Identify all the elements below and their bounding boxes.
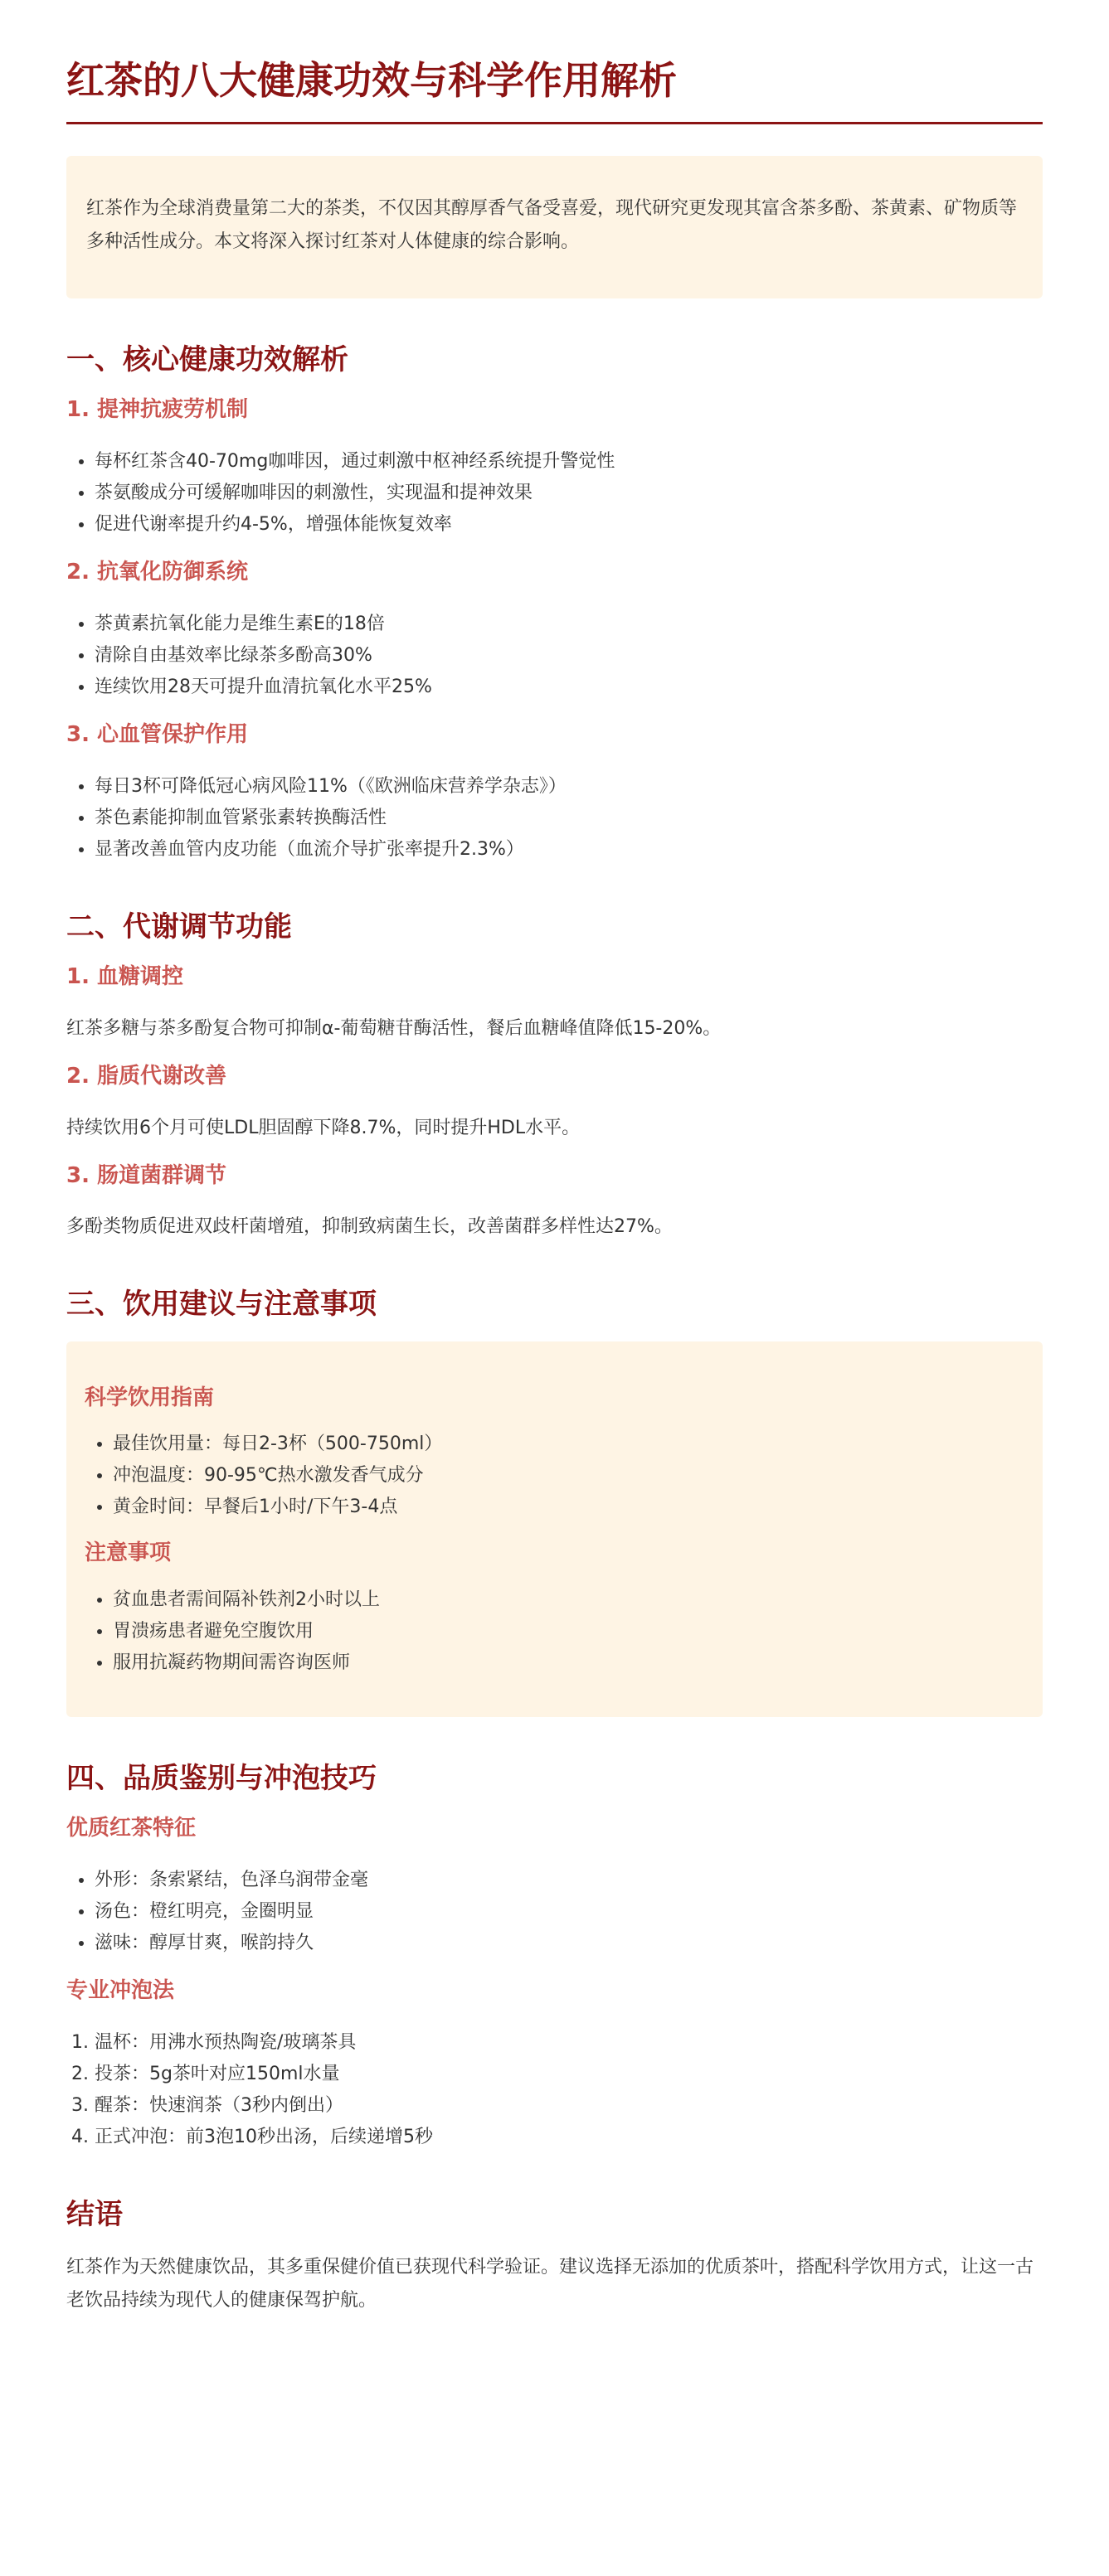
subsection-title: 1. 血糖调控: [66, 963, 184, 989]
section-heading: 二、代谢调节功能: [66, 910, 292, 944]
conclusion-text: 红茶作为天然健康饮品，其多重保健价值已获现代科学验证。建议选择无添加的优质茶叶，搭配科学饮用方式，让这一古老饮品持续为现代人的健康保驾护航。: [66, 2257, 1034, 2312]
paragraph: 红茶多糖与茶多酚复合物可抑制α-葡萄糖苷酶活性，餐后血糖峰值降低15-20%。: [66, 1017, 722, 1039]
bullet-list: [85, 1429, 1024, 1523]
section-heading: 四、品质鉴别与冲泡技巧: [66, 1762, 377, 1796]
list-item: • 冲泡温度：90-95℃热水激发香气成分: [113, 1460, 1024, 1492]
section-conclusion: [66, 2196, 1043, 2317]
list-item: • 茶黄素抗氧化能力是维生素E的18倍: [95, 609, 1043, 640]
section-quality-brewing: [66, 1760, 1043, 2153]
list-item: • 连续饮用28天可提升血清抗氧化水平25%: [95, 672, 1043, 703]
subsection-title: 优质红茶特征: [66, 1816, 197, 1841]
paragraph: 持续饮用6个月可使LDL胆固醇下降8.7%，同时提升HDL水平。: [66, 1117, 581, 1138]
list-item: • 汤色：橙红明亮，金圈明显: [95, 1896, 1043, 1928]
bullet-list: [66, 1865, 1043, 1959]
paragraph: 多酚类物质促进双歧杆菌增殖，抑制致病菌生长，改善菌群多样性达27%。: [66, 1216, 673, 1238]
subsection-title: 1. 提神抗疲劳机制: [66, 397, 249, 423]
list-item: 4. 正式冲泡：前3泡10秒出汤，后续递增5秒: [95, 2122, 1043, 2153]
subsection-title: 2. 脂质代谢改善: [66, 1063, 227, 1089]
intro-text: 红茶作为全球消费量第二大的茶类，不仅因其醇厚香气备受喜爱，现代研究更发现其富含茶多酚、茶黄素、矿物质等多种活性成分。本文将深入探讨红茶对人体健康的综合影响。: [86, 198, 1018, 253]
bullet-list: [66, 609, 1043, 703]
list-item: • 黄金时间：早餐后1小时/下午3-4点: [113, 1492, 1024, 1523]
section-metabolism: [66, 909, 1043, 1244]
list-item: • 贫血患者需间隔补铁剂2小时以上: [113, 1584, 1024, 1616]
section-heading: 三、饮用建议与注意事项: [66, 1288, 377, 1322]
bullet-list: [66, 771, 1043, 866]
list-item: • 茶氨酸成分可缓解咖啡因的刺激性，实现温和提神效果: [95, 478, 1043, 509]
list-item: • 显著改善血管内皮功能（血流介导扩张率提升2.3%）: [95, 834, 1043, 866]
list-item: 2. 投茶：5g茶叶对应150ml水量: [95, 2059, 1043, 2090]
list-item: • 促进代谢率提升约4-5%，增强体能恢复效率: [95, 509, 1043, 541]
list-item: • 茶色素能抑制血管紧张素转换酶活性: [95, 803, 1043, 834]
list-item: 3. 醒茶：快速润茶（3秒内倒出）: [95, 2090, 1043, 2122]
subsection-title: 3. 肠道菌群调节: [66, 1162, 227, 1188]
list-item: • 胃溃疡患者避免空腹饮用: [113, 1616, 1024, 1647]
list-item: 1. 温杯：用沸水预热陶瓷/玻璃茶具: [95, 2027, 1043, 2059]
intro-box: [66, 156, 1043, 298]
list-item: • 最佳饮用量：每日2-3杯（500-750ml）: [113, 1429, 1024, 1460]
section-core-benefits: [66, 342, 1043, 866]
section-drinking-advice: [66, 1286, 1043, 1717]
section-heading: 一、核心健康功效解析: [66, 343, 348, 377]
list-item: • 外形：条索紧结，色泽乌润带金毫: [95, 1865, 1043, 1896]
subsection-title: 注意事项: [85, 1540, 172, 1566]
numbered-list: [66, 2027, 1043, 2153]
page-title: 红茶的八大健康功效与科学作用解析: [66, 0, 1043, 124]
subsection-title: 专业冲泡法: [66, 1978, 175, 2004]
list-item: • 每杯红茶含40-70mg咖啡因，通过刺激中枢神经系统提升警觉性: [95, 446, 1043, 478]
list-item: • 服用抗凝药物期间需咨询医师: [113, 1647, 1024, 1679]
list-item: • 滋味：醇厚甘爽，喉韵持久: [95, 1928, 1043, 1959]
subsection-title: 2. 抗氧化防御系统: [66, 560, 249, 585]
bullet-list: [85, 1584, 1024, 1679]
list-item: • 每日3杯可降低冠心病风险11%（《欧洲临床营养学杂志》）: [95, 771, 1043, 803]
list-item: • 清除自由基效率比绿茶多酚高30%: [95, 640, 1043, 672]
section-heading: 结语: [66, 2197, 123, 2231]
subsection-title: 科学饮用指南: [85, 1385, 215, 1410]
bullet-list: [66, 446, 1043, 541]
subsection-title: 3. 心血管保护作用: [66, 721, 249, 747]
advice-box: [66, 1341, 1043, 1718]
